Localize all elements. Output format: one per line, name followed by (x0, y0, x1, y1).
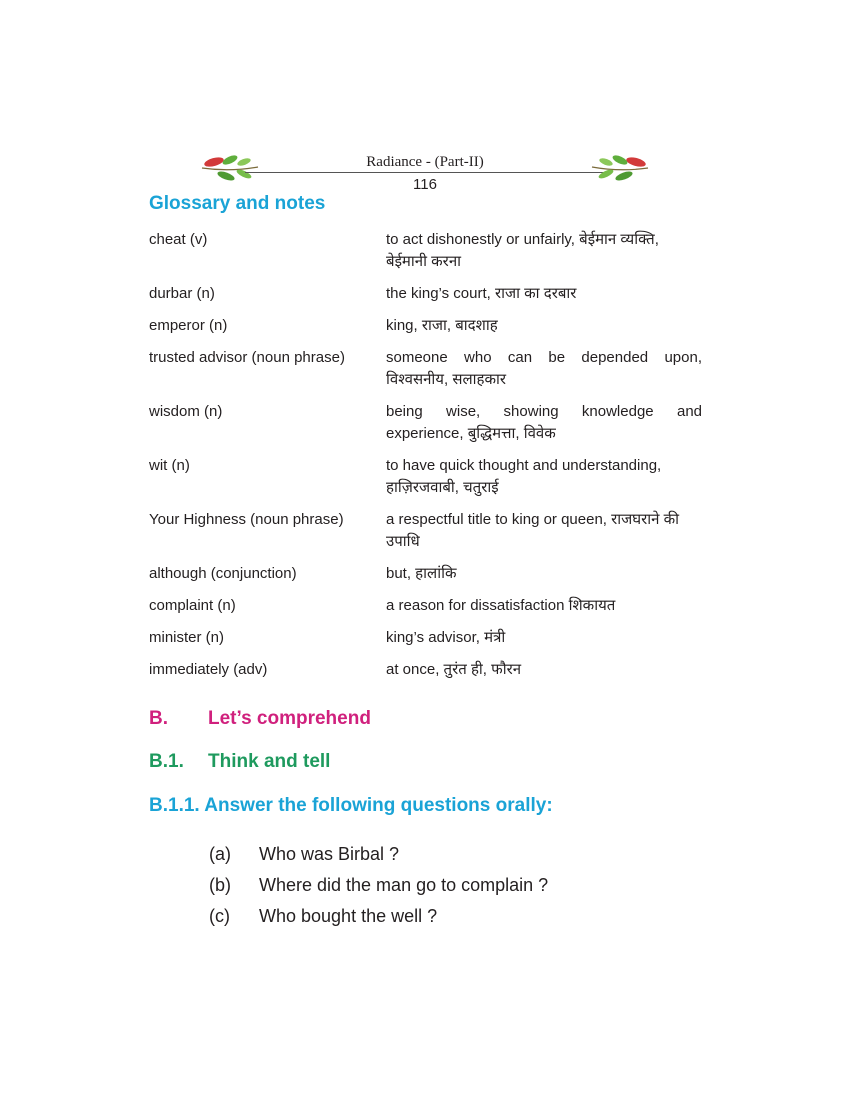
section-title: Think and tell (208, 751, 331, 772)
glossary-entry (149, 455, 704, 499)
question-text: Who bought the well ? (259, 906, 438, 926)
glossary-definition: at once, तुरंत ही, फौरन (386, 661, 522, 678)
glossary-term: emperor (n) (149, 317, 228, 334)
section-number: B.1. (149, 751, 184, 772)
glossary-entry (149, 315, 704, 337)
glossary-term: immediately (adv) (149, 661, 268, 678)
page-number: 116 (413, 176, 437, 193)
glossary-definition: king, राजा, बादशाह (386, 317, 498, 334)
leaf-ornament-right-icon (590, 152, 650, 184)
glossary-definition: king’s advisor, मंत्री (386, 629, 506, 646)
glossary-term: minister (n) (149, 629, 225, 646)
glossary-entry (149, 563, 704, 585)
glossary-entry (149, 659, 704, 681)
glossary-list (149, 229, 704, 691)
glossary-entry (149, 347, 704, 391)
section-b-heading (149, 708, 371, 730)
question-label: (a) (209, 844, 231, 864)
section-number: B. (149, 708, 168, 729)
section-number: B.1.1. (149, 795, 200, 816)
glossary-entry (149, 627, 704, 649)
glossary-term: cheat (v) (149, 231, 208, 248)
glossary-definition: the king’s court, राजा का दरबार (386, 285, 577, 302)
glossary-entry (149, 595, 704, 617)
question-text: Where did the man go to complain ? (259, 875, 549, 895)
question-item (209, 839, 548, 870)
glossary-term: complaint (n) (149, 597, 236, 614)
page-header (200, 150, 650, 198)
glossary-entry (149, 401, 704, 445)
question-item (209, 901, 548, 932)
question-item (209, 870, 548, 901)
glossary-entry (149, 509, 704, 553)
book-title: Radiance - (Part-II) (366, 154, 484, 170)
section-title: Answer the following questions orally: (204, 795, 553, 816)
glossary-definition: to have quick thought and understanding, हाज़िरजवाबी, चतुराई (386, 457, 662, 496)
glossary-term: wisdom (n) (149, 403, 223, 420)
question-list (209, 839, 548, 932)
glossary-term: although (conjunction) (149, 565, 297, 582)
section-b11-heading (149, 795, 553, 817)
glossary-definition: a reason for dissatisfaction शिकायत (386, 597, 616, 614)
glossary-term: durbar (n) (149, 285, 215, 302)
glossary-term: trusted advisor (noun phrase) (149, 349, 345, 366)
glossary-definition: to act dishonestly or unfairly, बेईमान व्यक्ति, बेईमानी करना (386, 231, 659, 270)
glossary-definition: a respectful title to king or queen, राजघराने की उपाधि (386, 511, 680, 550)
glossary-term: wit (n) (149, 457, 190, 474)
glossary-entry (149, 283, 704, 305)
glossary-heading: Glossary and notes (149, 193, 326, 214)
question-label: (c) (209, 906, 230, 926)
section-b1-heading (149, 751, 330, 773)
section-title: Let’s comprehend (208, 708, 371, 729)
glossary-definition: but, हालांकि (386, 565, 457, 582)
header-rule (245, 172, 605, 173)
question-label: (b) (209, 875, 231, 895)
question-text: Who was Birbal ? (259, 844, 400, 864)
glossary-term: Your Highness (noun phrase) (149, 511, 344, 528)
glossary-entry (149, 229, 704, 273)
glossary-definition: someone who can be depended upon, विश्वसनीय, सलाहकार (386, 349, 702, 388)
glossary-definition: being wise, showing knowledge and experience, बुद्धिमत्ता, विवेक (386, 403, 702, 442)
